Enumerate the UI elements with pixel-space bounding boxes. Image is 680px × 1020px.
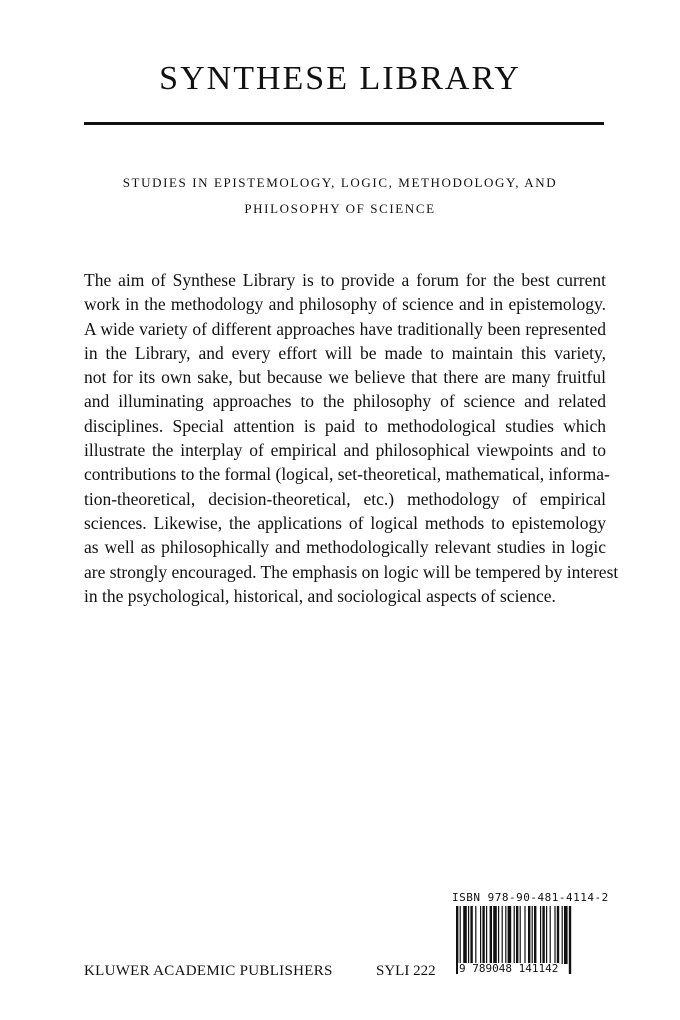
series-description (84, 268, 619, 608)
series-subtitle-line-1: STUDIES IN EPISTEMOLOGY, LOGIC, METHODOLOGY, AND (122, 175, 558, 190)
description-line: illustrate the interplay of empirical and philosophical viewpoints and to (84, 440, 606, 461)
description-line: not for its own sake, but because we believe that there are many fruitful (84, 367, 606, 388)
isbn-label: ISBN 978-90-481-4114-2 (452, 891, 609, 904)
description-line: The aim of Synthese Library is to provide a forum for the best current (84, 270, 606, 290)
description-line: tion-theoretical, decision-theoretical, etc.) methodology of empirical (84, 488, 606, 509)
description-line: as well as philosophically and methodologically relevant studies in logic (84, 537, 606, 558)
publisher-name: KLUWER ACADEMIC PUBLISHERS (84, 963, 333, 979)
description-line: and illuminating approaches to the philosophy of science and related (84, 391, 606, 412)
title-rule (84, 122, 604, 125)
description-line: contributions to the formal (logical, set-theoretical, mathematical, informa- (84, 464, 610, 485)
description-line: are strongly encouraged. The emphasis on logic will be tempered by interest (84, 561, 619, 582)
description-line: disciplines. Special attention is paid to methodological studies which (84, 415, 606, 436)
description-line: in the Library, and every effort will be made to maintain this variety, (84, 342, 606, 363)
series-code: SYLI 222 (376, 963, 436, 979)
barcode-number: 9 789048 141142 (459, 962, 559, 975)
description-line: work in the methodology and philosophy of science and in epistemology. (84, 294, 606, 315)
description-line: sciences. Likewise, the applications of logical methods to epistemology (84, 512, 606, 533)
description-line: A wide variety of different approaches have traditionally been represented (84, 318, 606, 339)
description-line: in the psychological, historical, and sociological aspects of science. (84, 585, 556, 606)
series-subtitle-line-2: PHILOSOPHY OF SCIENCE (244, 201, 436, 216)
series-title: SYNTHESE LIBRARY (159, 60, 521, 97)
